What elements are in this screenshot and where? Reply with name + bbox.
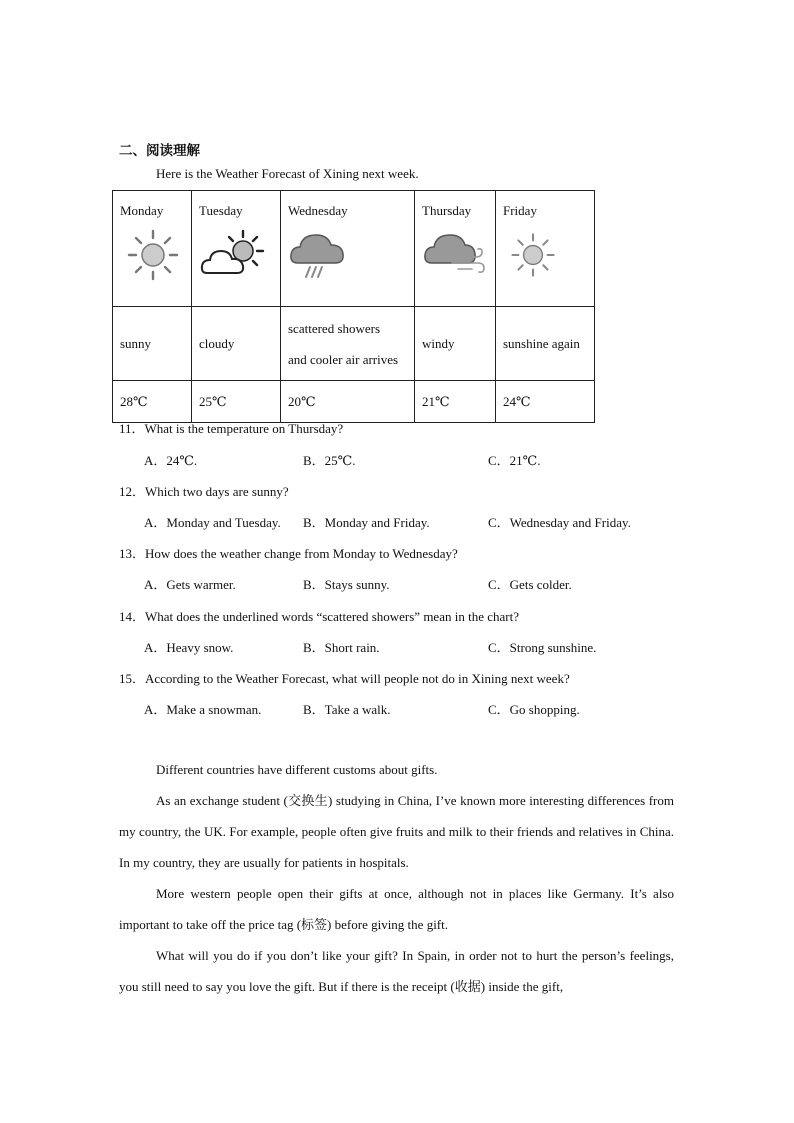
sun-icon xyxy=(509,231,557,279)
desc-line: windy xyxy=(422,336,455,351)
cell-monday xyxy=(113,191,192,307)
paragraph: What will you do if you don’t like your gift? In Spain, in order not to hurt the person’s feelings, you still need to say you love the gift. But if there is the receipt (收据) inside the gift, xyxy=(119,948,674,994)
table-row-descriptions xyxy=(113,307,595,381)
table-row-temperatures xyxy=(113,381,595,423)
option-c: C．Gets colder. xyxy=(488,577,572,592)
desc-thursday xyxy=(415,307,496,381)
cloud-sun-icon xyxy=(199,227,269,283)
section-title: 二、阅读理解 xyxy=(119,143,200,158)
question-11: 11．What is the temperature on Thursday? xyxy=(119,421,344,436)
option-c: C．21℃. xyxy=(488,453,541,468)
option-c: C．Wednesday and Friday. xyxy=(488,515,631,530)
option-a: A．Heavy snow. xyxy=(144,640,234,655)
option-c: C．Go shopping. xyxy=(488,702,580,717)
option-b: B．25℃. xyxy=(303,453,356,468)
day-label: Wednesday xyxy=(288,203,348,218)
paragraph: As an exchange student (交换生) studying in China, I’ve known more interesting differences from my country, the UK. For example, people often give fruits and milk to their friends and relatives in China. In my country, they are usually for patients in hospitals. xyxy=(119,793,674,870)
temp-wednesday: 20℃ xyxy=(281,381,415,423)
day-label: Thursday xyxy=(422,203,472,218)
temp-tuesday: 25℃ xyxy=(192,381,281,423)
day-label: Tuesday xyxy=(199,203,243,218)
option-b: B．Take a walk. xyxy=(303,702,391,717)
option-c: C．Strong sunshine. xyxy=(488,640,597,655)
intro-sentence: Here is the Weather Forecast of Xining next week. xyxy=(156,166,419,181)
reading-passage xyxy=(119,754,674,1002)
option-a: A．Monday and Tuesday. xyxy=(144,515,281,530)
question-14: 14．What does the underlined words “scattered showers” mean in the chart? xyxy=(119,609,519,624)
paragraph: More western people open their gifts at once, although not in places like Germany. It’s also important to take off the price tag (标签) before giving the gift. xyxy=(119,886,674,932)
desc-line: scattered showers xyxy=(288,320,381,336)
option-b: B．Stays sunny. xyxy=(303,577,390,592)
desc-line: sunny xyxy=(120,336,152,351)
question-13: 13．How does the weather change from Monday to Wednesday? xyxy=(119,546,458,561)
desc-monday xyxy=(113,307,192,381)
day-label: Monday xyxy=(120,203,164,218)
temp-monday: 28℃ xyxy=(113,381,192,423)
cell-thursday xyxy=(415,191,496,307)
cell-tuesday xyxy=(192,191,281,307)
desc-line: and cooler air arrives xyxy=(288,351,399,367)
temp-thursday: 21℃ xyxy=(415,381,496,423)
paragraph: Different countries have different customs about gifts. xyxy=(156,762,438,777)
weather-forecast-table xyxy=(112,190,595,423)
question-12: 12．Which two days are sunny? xyxy=(119,484,289,499)
temp-friday: 24℃ xyxy=(496,381,595,423)
wind-cloud-icon xyxy=(422,227,488,283)
cell-friday xyxy=(496,191,595,307)
option-a: A．Make a snowman. xyxy=(144,702,262,717)
rain-cloud-icon xyxy=(288,227,350,285)
option-a: A．Gets warmer. xyxy=(144,577,236,592)
day-label: Friday xyxy=(503,203,537,218)
desc-friday xyxy=(496,307,595,381)
cell-wednesday xyxy=(281,191,415,307)
desc-line: cloudy xyxy=(199,336,235,351)
option-b: B．Short rain. xyxy=(303,640,380,655)
option-a: A．24℃. xyxy=(144,453,198,468)
desc-tuesday xyxy=(192,307,281,381)
option-b: B．Monday and Friday. xyxy=(303,515,430,530)
desc-line: sunshine again xyxy=(503,336,580,351)
question-15: 15．According to the Weather Forecast, what will people not do in Xining next week? xyxy=(119,671,570,686)
table-row-days xyxy=(113,191,595,307)
desc-wednesday xyxy=(281,307,415,381)
sun-icon xyxy=(125,227,181,283)
